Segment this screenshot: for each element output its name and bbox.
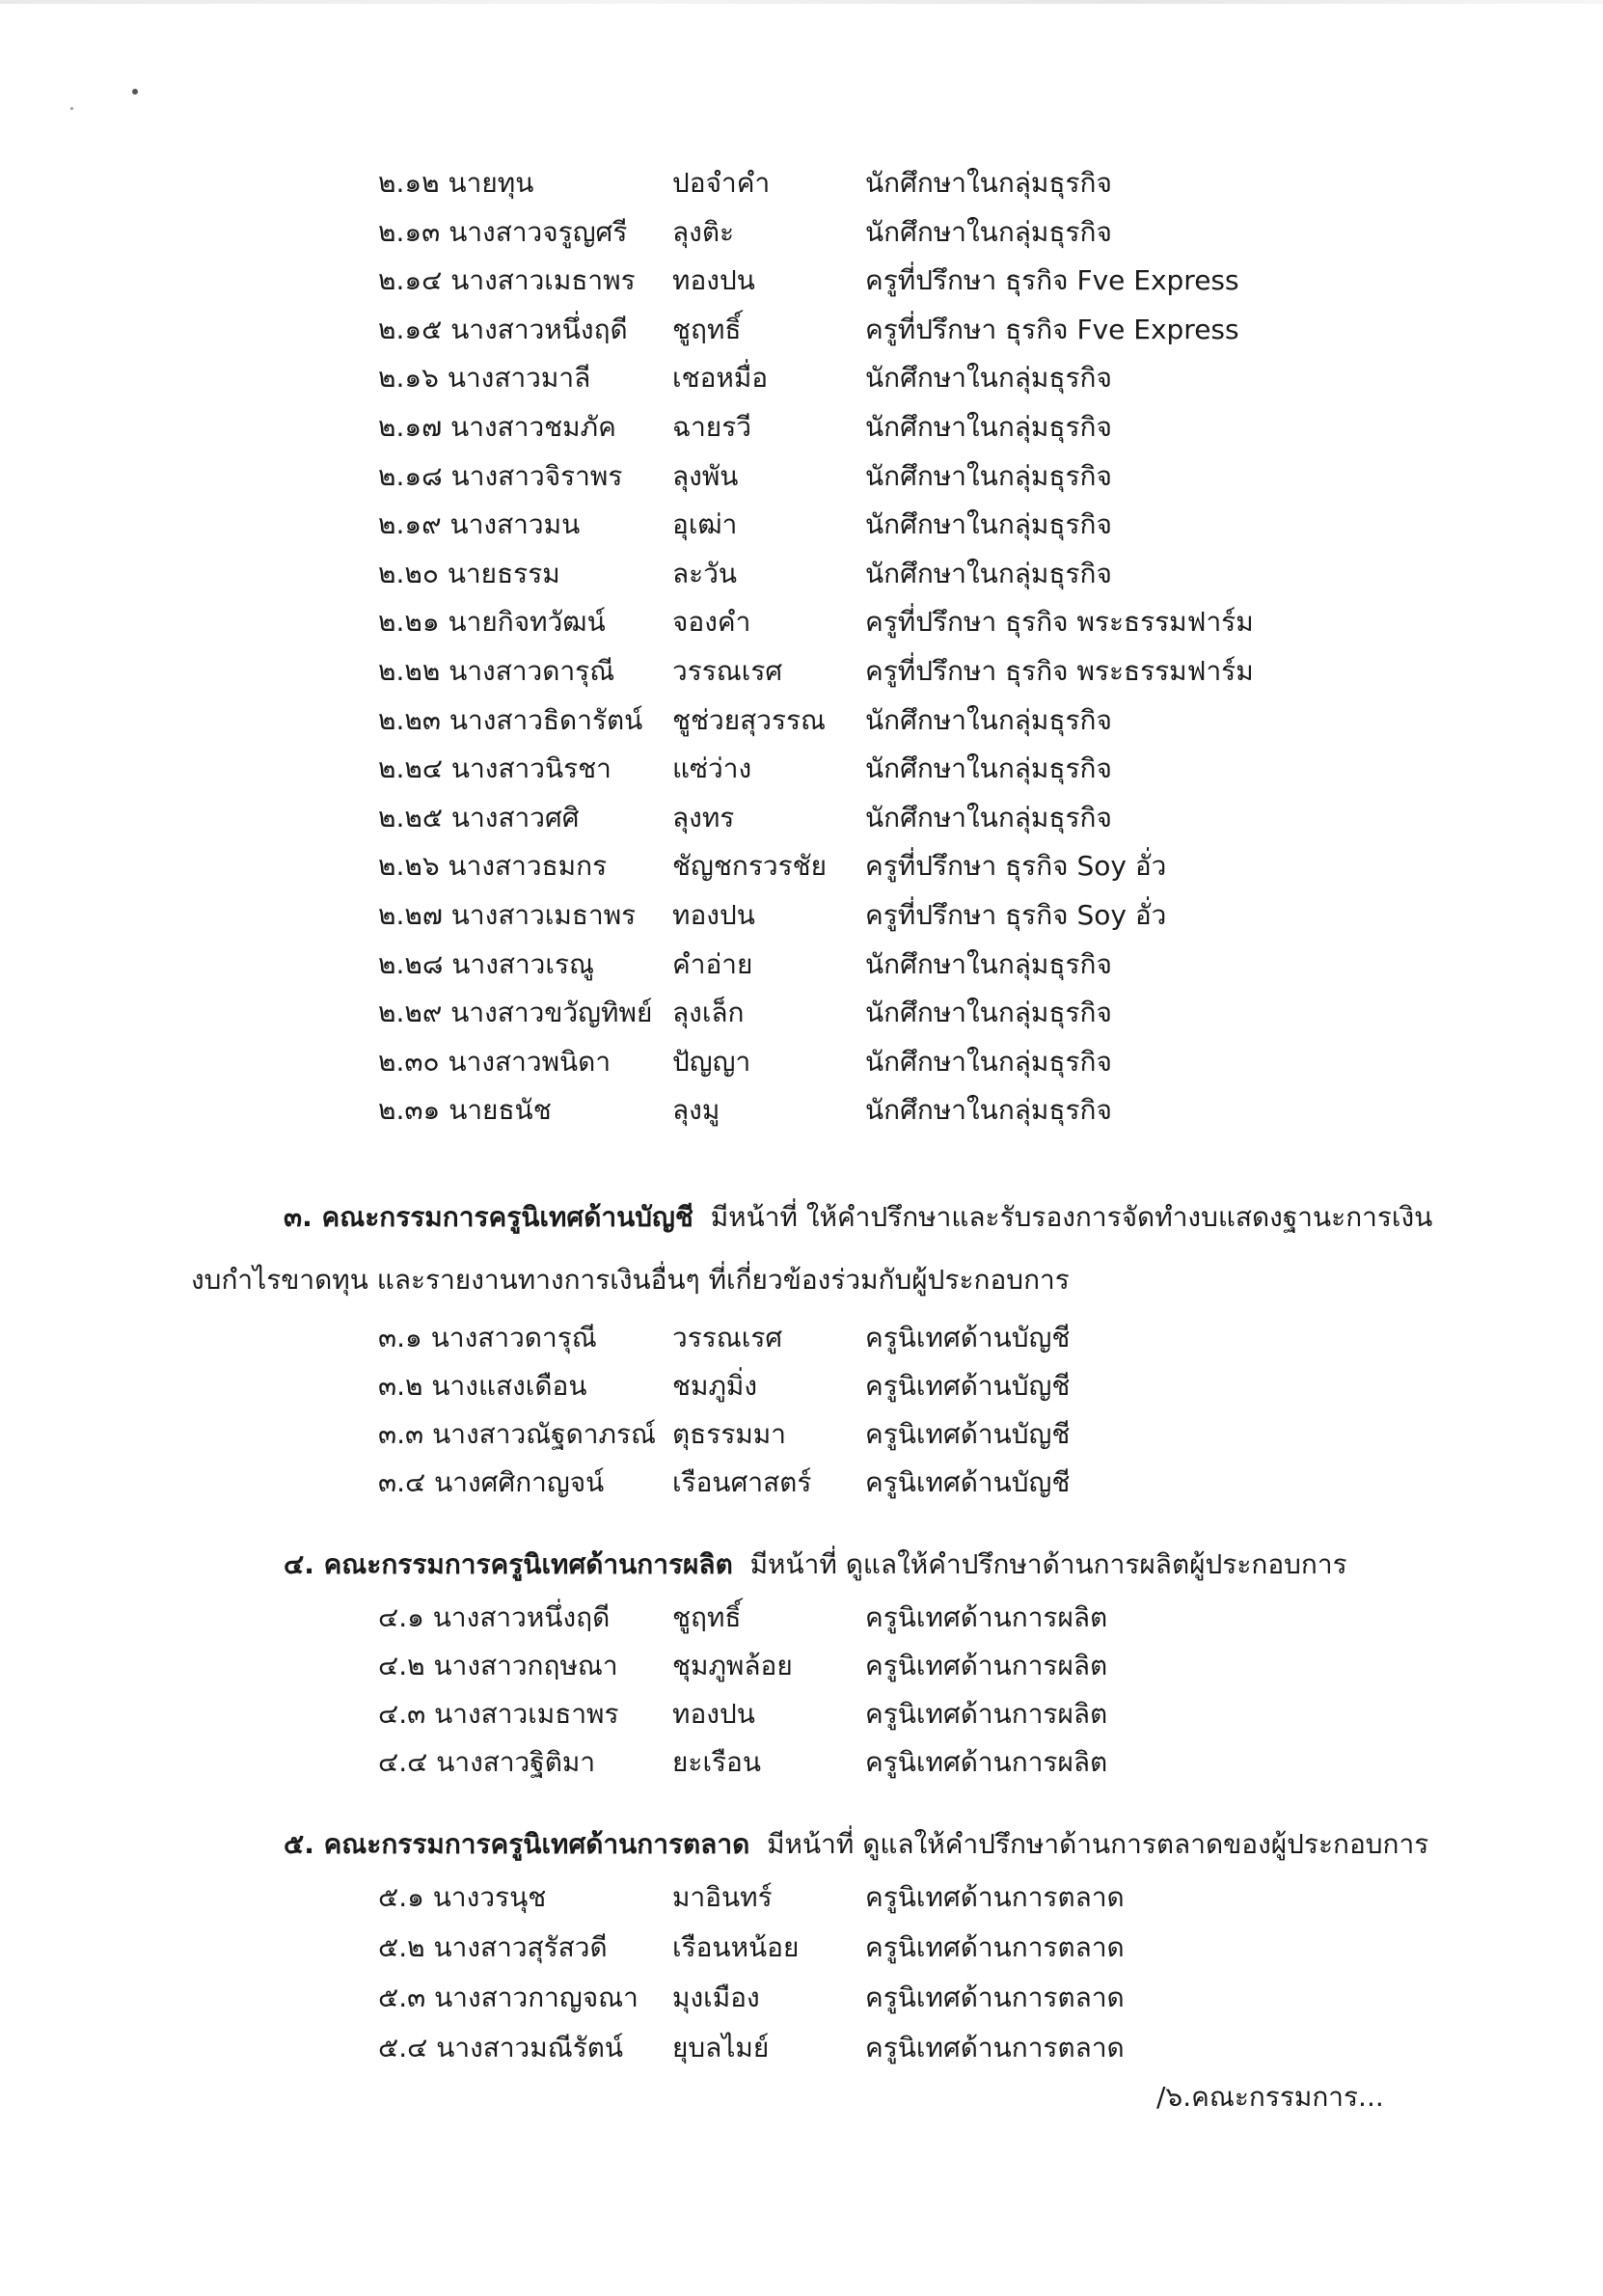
section-3-duty-continued: งบกำไรขาดทุน และรายงานทางการเงินอื่นๆ ที่เกี่ยวข้องร่วมกับผู้ประกอบการ xyxy=(191,1264,1070,1296)
member-surname: ชมภูมิ่ง xyxy=(672,1370,758,1402)
member-name: นายธนัช xyxy=(448,1094,552,1127)
member-role: ครูนิเทศด้านบัญชี xyxy=(865,1418,1071,1450)
section-3-heading xyxy=(284,1196,1432,1239)
member-role: นักศึกษาในกลุ่มธุรกิจ xyxy=(865,362,1112,395)
member-role: ครูนิเทศด้านการผลิต xyxy=(865,1601,1108,1633)
member-number-and-name xyxy=(378,992,652,1034)
member-row xyxy=(378,845,1285,888)
member-number-and-name xyxy=(378,1317,597,1359)
member-surname: แซ่ว่าง xyxy=(672,752,752,785)
member-name: นายธรรม xyxy=(447,557,560,589)
member-number: ๔.๓ xyxy=(378,1698,426,1730)
member-name: นางแสงเดือน xyxy=(431,1370,587,1402)
member-number-and-name xyxy=(378,748,611,790)
section-5-number: ๕. xyxy=(284,1828,314,1860)
member-name: นางสาวดารุณี xyxy=(448,655,615,687)
member-row xyxy=(378,309,1285,351)
member-role: ครูที่ปรึกษา ธุรกิจ Fve Express xyxy=(865,313,1239,345)
member-number: ๒.๒๑ xyxy=(378,606,440,639)
member-name: นางสาวนิรชา xyxy=(450,752,611,785)
member-role: ครูนิเทศด้านบัญชี xyxy=(865,1322,1071,1353)
member-surname: วรรณเรศ xyxy=(672,655,783,687)
member-name: นางสาวณัฐดาภรณ์ xyxy=(432,1418,656,1450)
member-number: ๓.๔ xyxy=(378,1466,426,1498)
member-row xyxy=(378,943,1285,986)
member-name: นางสาวมณีรัตน์ xyxy=(436,2032,624,2064)
member-number: ๒.๒๐ xyxy=(378,557,439,589)
member-number: ๒.๑๘ xyxy=(378,459,443,492)
member-role: ครูนิเทศด้านบัญชี xyxy=(865,1466,1071,1498)
member-number: ๔.๔ xyxy=(378,1746,428,1778)
member-role: ครูนิเทศด้านการผลิต xyxy=(865,1698,1108,1730)
member-number: ๒.๑๓ xyxy=(378,215,441,248)
member-name: นางศศิกาญจน์ xyxy=(434,1466,605,1498)
member-role: ครูที่ปรึกษา ธุรกิจ พระธรรมฟาร์ม xyxy=(865,655,1254,687)
section-4-duty: มีหน้าที่ ดูแลให้คำปรึกษาด้านการผลิตผู้ประกอบการ xyxy=(749,1548,1347,1580)
member-surname: ทองปน xyxy=(672,1698,755,1730)
member-name: นางสาวมน xyxy=(449,508,581,541)
member-role: ครูที่ปรึกษา ธุรกิจ Fve Express xyxy=(865,264,1239,297)
member-number: ๒.๒๖ xyxy=(378,850,440,883)
member-number-and-name xyxy=(378,309,628,351)
member-number-and-name xyxy=(378,1876,546,1919)
member-number: ๒.๑๗ xyxy=(378,411,443,443)
section-4-heading xyxy=(284,1544,1347,1586)
member-number: ๒.๒๘ xyxy=(378,947,444,980)
member-surname: อุเฒ่า xyxy=(672,508,738,541)
member-surname: ลุงทร xyxy=(672,801,735,834)
member-row xyxy=(378,1317,1285,1359)
member-row xyxy=(378,504,1285,546)
scan-edge xyxy=(0,0,1603,4)
member-role: นักศึกษาในกลุ่มธุรกิจ xyxy=(865,997,1112,1029)
member-name: นายกิจทวัฒน์ xyxy=(448,606,606,639)
member-name: นางสาวดารุณี xyxy=(430,1322,597,1353)
member-surname: มาอินทร์ xyxy=(672,1881,773,1913)
member-role: ครูนิเทศด้านบัญชี xyxy=(865,1370,1071,1402)
section-4-number: ๔. xyxy=(284,1548,314,1580)
member-name: นางสาวธิดารัตน์ xyxy=(448,703,643,736)
member-row xyxy=(378,1089,1285,1132)
member-number-and-name xyxy=(378,1927,608,1969)
member-row xyxy=(378,992,1285,1034)
member-surname: เชอหมื่อ xyxy=(672,362,769,395)
member-surname: เรือนหน้อย xyxy=(672,1931,800,1963)
member-role: นักศึกษาในกลุ่มธุรกิจ xyxy=(865,167,1112,199)
member-role: ครูนิเทศด้านการตลาด xyxy=(865,1982,1125,2013)
member-number-and-name xyxy=(378,1597,610,1639)
member-role: นักศึกษาในกลุ่มธุรกิจ xyxy=(865,508,1112,541)
scan-speck xyxy=(70,107,73,110)
member-number: ๕.๔ xyxy=(378,2032,428,2064)
member-number-and-name xyxy=(378,699,642,742)
member-surname: ปอจำคำ xyxy=(672,167,771,199)
member-number: ๒.๓๑ xyxy=(378,1094,441,1127)
section-5-heading xyxy=(284,1823,1428,1866)
member-row xyxy=(378,1041,1285,1083)
member-role: นักศึกษาในกลุ่มธุรกิจ xyxy=(865,459,1112,492)
member-name: นางสาวเรณู xyxy=(451,947,594,980)
member-surname: ยุบลไมย์ xyxy=(672,2032,770,2064)
member-number: ๒.๒๙ xyxy=(378,997,443,1029)
member-row xyxy=(378,601,1285,643)
member-role: นักศึกษาในกลุ่มธุรกิจ xyxy=(865,703,1112,736)
section-5-title: คณะกรรมการครูนิเทศด้านการตลาด xyxy=(323,1828,750,1860)
section-3-number: ๓. xyxy=(284,1201,312,1233)
member-number-and-name xyxy=(378,455,622,498)
member-row xyxy=(378,748,1285,790)
member-name: นางสาวสุรัสวดี xyxy=(433,1931,608,1963)
member-name: นางสาวเมธาพร xyxy=(450,264,636,297)
member-role: ครูที่ปรึกษา ธุรกิจ พระธรรมฟาร์ม xyxy=(865,606,1254,639)
member-row xyxy=(378,1977,1285,2019)
member-surname: ละวัน xyxy=(672,557,738,589)
member-row xyxy=(378,162,1285,205)
member-row xyxy=(378,1413,1285,1456)
continuation-note: /๖.คณะกรรมการ... xyxy=(1156,2081,1384,2113)
member-number: ๕.๒ xyxy=(378,1931,425,1963)
member-role: นักศึกษาในกลุ่มธุรกิจ xyxy=(865,801,1112,834)
member-number-and-name xyxy=(378,1693,619,1736)
member-number: ๒.๒๔ xyxy=(378,752,444,785)
member-number: ๒.๒๕ xyxy=(378,801,444,834)
member-name: นางสาวฐิติมา xyxy=(436,1746,596,1778)
member-number: ๕.๓ xyxy=(378,1982,426,2013)
member-number-and-name xyxy=(378,797,580,839)
member-number-and-name xyxy=(378,1365,586,1408)
member-number-and-name xyxy=(378,943,594,986)
member-row xyxy=(378,260,1285,302)
member-role: ครูที่ปรึกษา ธุรกิจ Soy อั่ว xyxy=(865,899,1167,931)
member-number: ๓.๑ xyxy=(378,1322,422,1353)
member-number-and-name xyxy=(378,601,606,643)
member-number-and-name xyxy=(378,260,636,302)
member-role: ครูนิเทศด้านการผลิต xyxy=(865,1650,1108,1681)
member-number: ๕.๑ xyxy=(378,1881,424,1913)
member-number-and-name xyxy=(378,650,614,693)
member-name: นางวรนุช xyxy=(432,1881,547,1913)
member-number-and-name xyxy=(378,1977,638,2019)
member-row xyxy=(378,1876,1285,1919)
member-number-and-name xyxy=(378,1645,618,1687)
section-3-duty: มีหน้าที่ ให้คำปรึกษาและรับรองการจัดทำงบแสดงฐานะการเงิน xyxy=(710,1201,1433,1233)
member-number: ๔.๑ xyxy=(378,1601,424,1633)
member-surname: ทองปน xyxy=(672,899,755,931)
member-number: ๒.๒๒ xyxy=(378,655,441,687)
member-number-and-name xyxy=(378,211,627,254)
member-row xyxy=(378,455,1285,498)
member-name: นางสาวจรูญศรี xyxy=(448,215,628,248)
member-role: นักศึกษาในกลุ่มธุรกิจ xyxy=(865,1045,1112,1078)
member-surname: ชูฤทธิ์ xyxy=(672,313,742,345)
member-number-and-name xyxy=(378,406,616,449)
member-role: ครูนิเทศด้านการตลาด xyxy=(865,2032,1125,2064)
member-name: นางสาวธมกร xyxy=(448,850,608,883)
member-name: นางสาวศศิ xyxy=(450,801,580,834)
member-role: ครูนิเทศด้านการตลาด xyxy=(865,1881,1125,1913)
member-number: ๔.๒ xyxy=(378,1650,425,1681)
member-surname: เรือนศาสตร์ xyxy=(672,1466,812,1498)
member-number: ๒.๑๕ xyxy=(378,313,443,345)
member-row xyxy=(378,357,1285,399)
member-row xyxy=(378,699,1285,742)
member-number-and-name xyxy=(378,504,580,546)
member-name: นางสาวหนึ่งฤดี xyxy=(450,313,628,345)
member-row xyxy=(378,797,1285,839)
member-name: นางสาวกาญจณา xyxy=(434,1982,638,2013)
member-surname: คำอ่าย xyxy=(672,947,753,980)
member-row xyxy=(378,211,1285,254)
member-number-and-name xyxy=(378,1041,611,1083)
member-surname: ชัญชกรวรชัย xyxy=(672,850,828,883)
member-number: ๒.๒๗ xyxy=(378,899,443,931)
member-number-and-name xyxy=(378,894,636,937)
member-name: นางสาวเมธาพร xyxy=(434,1698,619,1730)
member-name: นายทุน xyxy=(448,167,534,199)
member-surname: ทองปน xyxy=(672,264,755,297)
member-role: นักศึกษาในกลุ่มธุรกิจ xyxy=(865,947,1112,980)
member-number-and-name xyxy=(378,553,560,595)
member-number-and-name xyxy=(378,1741,595,1784)
member-row xyxy=(378,1597,1285,1639)
member-surname: ลุงมู xyxy=(672,1094,720,1127)
member-name: นางสาวชมภัค xyxy=(450,411,616,443)
member-number-and-name xyxy=(378,1462,604,1504)
member-name: นางสาวกฤษณา xyxy=(433,1650,618,1681)
member-number-and-name xyxy=(378,2027,623,2069)
member-name: นางสาวหนึ่งฤดี xyxy=(432,1601,611,1633)
member-name: นางสาวมาลี xyxy=(447,362,591,395)
member-surname: ลุงเล็ก xyxy=(672,997,745,1029)
member-number-and-name xyxy=(378,1413,656,1456)
member-number-and-name xyxy=(378,845,607,888)
member-surname: ฉายรวี xyxy=(672,411,751,443)
member-row xyxy=(378,1365,1285,1408)
member-surname: จองคำ xyxy=(672,606,751,639)
member-surname: ชูช่วยสุวรรณ xyxy=(672,703,827,736)
member-row xyxy=(378,406,1285,449)
member-role: นักศึกษาในกลุ่มธุรกิจ xyxy=(865,752,1112,785)
member-number: ๒.๑๖ xyxy=(378,362,439,395)
member-role: ครูที่ปรึกษา ธุรกิจ Soy อั่ว xyxy=(865,850,1167,883)
member-number: ๓.๒ xyxy=(378,1370,423,1402)
member-number: ๒.๑๔ xyxy=(378,264,443,297)
member-surname: ยะเรือน xyxy=(672,1746,762,1778)
member-row xyxy=(378,1693,1285,1736)
member-row xyxy=(378,1645,1285,1687)
member-name: นางสาวจิราพร xyxy=(450,459,623,492)
member-row xyxy=(378,650,1285,693)
member-surname: วรรณเรศ xyxy=(672,1322,783,1353)
member-surname: ปัญญา xyxy=(672,1045,751,1078)
member-surname: ชูฤทธิ์ xyxy=(672,1601,742,1633)
member-row xyxy=(378,894,1285,937)
member-row xyxy=(378,1462,1285,1504)
member-number: ๓.๓ xyxy=(378,1418,424,1450)
member-name: นางสาวพนิดา xyxy=(448,1045,611,1078)
scan-speck xyxy=(132,89,138,95)
member-role: ครูนิเทศด้านการผลิต xyxy=(865,1746,1108,1778)
member-number: ๒.๑๙ xyxy=(378,508,442,541)
section-5-duty: มีหน้าที่ ดูแลให้คำปรึกษาด้านการตลาดของผู้ประกอบการ xyxy=(767,1828,1429,1860)
member-role: นักศึกษาในกลุ่มธุรกิจ xyxy=(865,411,1112,443)
member-number-and-name xyxy=(378,357,590,399)
section-4-title: คณะกรรมการครูนิเทศด้านการผลิต xyxy=(323,1548,733,1580)
member-number-and-name xyxy=(378,1089,552,1132)
member-row xyxy=(378,2027,1285,2069)
member-name: นางสาวเมธาพร xyxy=(450,899,637,931)
member-row xyxy=(378,1927,1285,1969)
member-number-and-name xyxy=(378,162,533,205)
member-role: นักศึกษาในกลุ่มธุรกิจ xyxy=(865,215,1112,248)
member-role: นักศึกษาในกลุ่มธุรกิจ xyxy=(865,1094,1112,1127)
member-surname: ลุงพัน xyxy=(672,459,739,492)
member-surname: ชุมภูพล้อย xyxy=(672,1650,793,1681)
member-row xyxy=(378,1741,1285,1784)
member-role: ครูนิเทศด้านการตลาด xyxy=(865,1931,1125,1963)
member-number: ๒.๒๓ xyxy=(378,703,441,736)
member-name: นางสาวขวัญทิพย์ xyxy=(450,997,653,1029)
member-number: ๒.๓๐ xyxy=(378,1045,440,1078)
member-row xyxy=(378,553,1285,595)
member-surname: มุงเมือง xyxy=(672,1982,760,2013)
member-surname: ตุธรรมมา xyxy=(672,1418,786,1450)
member-role: นักศึกษาในกลุ่มธุรกิจ xyxy=(865,557,1112,589)
member-number: ๒.๑๒ xyxy=(378,167,440,199)
section-3-title: คณะกรรมการครูนิเทศด้านบัญชี xyxy=(321,1201,693,1233)
member-surname: ลุงติะ xyxy=(672,215,735,248)
